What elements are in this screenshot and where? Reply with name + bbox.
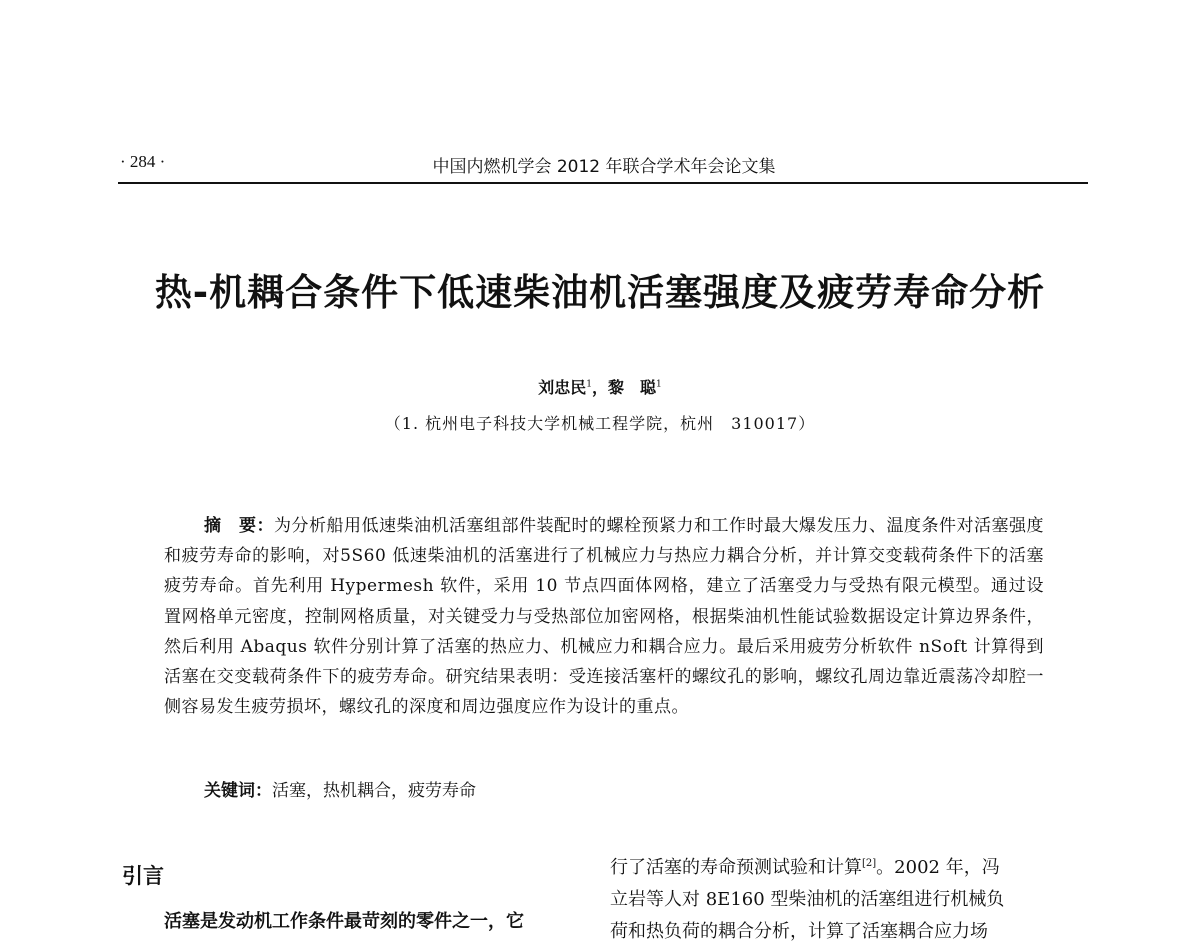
paper-title: 热-机耦合条件下低速柴油机活塞强度及疲劳寿命分析 bbox=[154, 271, 1046, 314]
header-rule bbox=[118, 182, 1088, 184]
left-column-text bbox=[164, 906, 584, 938]
running-title: 中国内燃机学会 2012 年联合学术年会论文集 bbox=[432, 157, 776, 177]
author-name: 刘忠民 bbox=[538, 378, 587, 397]
right-column-text bbox=[610, 848, 1088, 948]
author-affiliation-mark: 1 bbox=[656, 379, 662, 390]
page-header bbox=[120, 148, 1088, 178]
author-affiliation-mark: 1 bbox=[586, 379, 592, 390]
text-segment: 。2002 年，冯 bbox=[876, 857, 1000, 878]
text-line: 活塞是发动机工作条件最苛刻的零件之一，它 bbox=[164, 911, 524, 932]
section-heading: 引言 bbox=[122, 864, 164, 888]
keywords-text: 活塞，热机耦合，疲劳寿命 bbox=[272, 781, 476, 801]
abstract bbox=[164, 511, 1044, 722]
author-name: 黎 聪 bbox=[608, 378, 657, 397]
page-number: · 284 · bbox=[120, 152, 166, 171]
keywords-label: 关键词： bbox=[204, 781, 272, 801]
citation-ref: [2] bbox=[862, 858, 877, 869]
affiliation: （1. 杭州电子科技大学机械工程学院，杭州 310017） bbox=[384, 414, 816, 433]
keywords bbox=[204, 776, 476, 801]
abstract-label: 摘 要： bbox=[204, 516, 274, 536]
text-line bbox=[610, 848, 1088, 884]
abstract-text: 为分析船用低速柴油机活塞组部件装配时的螺栓预紧力和工作时最大爆发压力、温度条件对活塞强度和疲劳寿命的影响，对5S60 低速柴油机的活塞进行了机械应力与热应力耦合分析，并计算交变载荷条件下的活塞疲劳寿命。首先利用 Hypermesh 软件，采用 10 节点四面体网格，建立了活塞受力与受热有限元模型。通过设置网格单元密度，控制网格质量，对关键受力与受热部位加密网格，根据柴油机性能试验数据设定计算边界条件，然后利用 Abaqus 软件分别计算了活塞的热应力、机械应力和耦合应力。最后采用疲劳分析软件 nSoft 计算得到活塞在交变载荷条件下的疲劳寿命。研究结果表明：受连接活塞杆的螺纹孔的影响，螺纹孔周边靠近震荡冷却腔一侧容易发生疲劳损坏，螺纹孔的深度和周边强度应作为设计的重点。 bbox=[164, 516, 1044, 718]
text-line: 立岩等人对 8E160 型柴油机的活塞组进行机械负 bbox=[610, 889, 1005, 910]
text-line: 荷和热负荷的耦合分析，计算了活塞耦合应力场 bbox=[610, 921, 988, 942]
text-segment: 行了活塞的寿命预测试验和计算 bbox=[610, 857, 862, 878]
author-separator: ， bbox=[591, 378, 608, 397]
authors bbox=[0, 375, 1200, 398]
